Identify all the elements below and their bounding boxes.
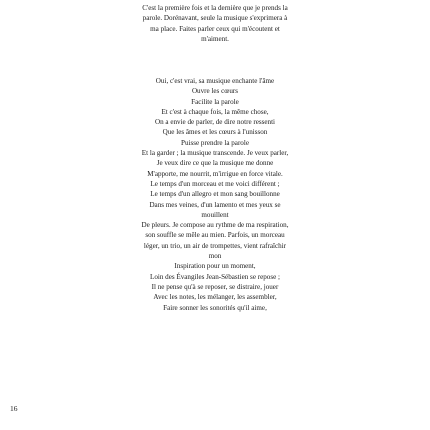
text-line: Je veux dire ce que la musique me donne [156, 159, 274, 168]
text-line: Faire sonner les sonorités qu'il aime, [163, 303, 267, 312]
intro-paragraph [60, 3, 370, 44]
text-line: Facilite la parole [191, 97, 239, 106]
text-line: De pleurs. Je compose au rythme de ma respiration, [141, 221, 289, 230]
text-line: Et c'est à chaque fois, la même chose, [161, 107, 269, 116]
poem-paragraph [60, 76, 370, 313]
text-line: parole. Dorénavant, seule la musique s'exprimera à [142, 14, 288, 23]
text-line: Puisse prendre la parole [181, 138, 249, 147]
text-line: ma place. Faites parler ceux qui m'écoutent et [150, 24, 280, 33]
text-line: C'est la première fois et la dernière que je prends la [142, 4, 288, 12]
text-line: Avec les notes, les mélanger, les assembler, [153, 293, 277, 302]
text-line: M'apporte, me nourrit, m'irrigue en force vitale. [147, 169, 283, 178]
text-line: Inspiration pour un moment, [174, 262, 256, 271]
text-line: Le temps d'un morceau et me voici différent ; [150, 179, 280, 188]
text-line: mouillent [201, 210, 229, 219]
text-line: Le temps d'un allegro et mon sang bouillonne [150, 190, 280, 199]
page-number: 16 [10, 404, 18, 413]
text-line: son souffle se mêle au mien. Parfois, un morceau [145, 231, 285, 240]
text-line: Et la garder ; la musique transcende. Je veux parler, [141, 149, 289, 158]
text-line: léger, un trio, un air de trompettes, vient rafraîchir [143, 241, 287, 250]
text-line: Que les âmes et les cœurs à l'unisson [162, 128, 268, 137]
text-line: m'aiment. [201, 34, 229, 43]
text-line: mon [208, 252, 222, 261]
text-line: Il ne pense qu'à se reposer, se distraire, jouer [151, 282, 279, 291]
text-line: Oui, c'est vrai, sa musique enchante l'âme [155, 77, 275, 85]
text-line: On a envie de parler, de dire notre ressenti [154, 118, 276, 127]
text-line: Loin des Évangiles Jean-Sébastien se repose ; [149, 272, 280, 281]
text-line: Dans mes veines, d'un lamento et mes yeux se [149, 200, 281, 209]
text-line: Ouvre les cœurs [191, 87, 239, 96]
